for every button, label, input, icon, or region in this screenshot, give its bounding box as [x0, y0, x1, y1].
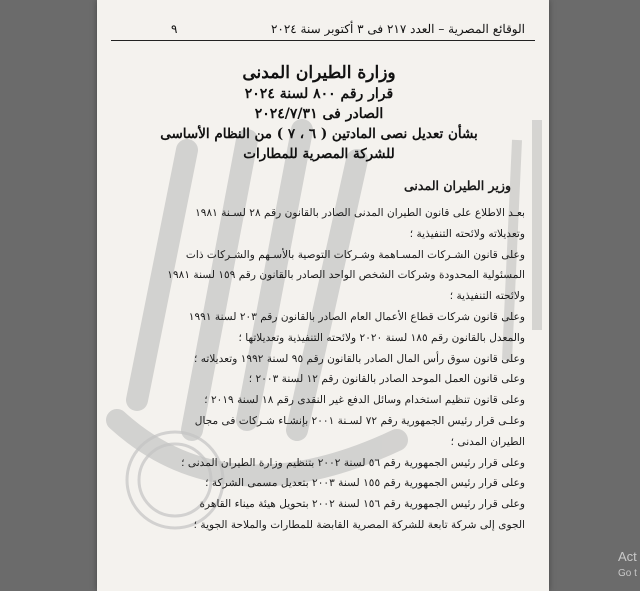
body-line: ولائحته التنفيذية ؛: [449, 290, 525, 303]
body-line: وعلى قرار رئيس الجمهورية رقم ١٥٥ لسنة ٢٠٠٣ بتعديل مسمى الشركة ؛: [205, 477, 525, 490]
body-line: وعلى قرار رئيس الجمهورية رقم ٥٦ لسنة ٢٠٠٢ بتنظيم وزارة الطيران المدنى ؛: [181, 456, 525, 469]
ministry-title: وزارة الطيران المدنى: [242, 63, 396, 83]
body-line: المسئولية المحدودة وشركات الشخص الواحد الصادر بالقانون رقم ١٥٩ لسنة ١٩٨١: [167, 269, 525, 282]
body-line: الجوى إلى شركة تابعة للشركة المصرية القابضة للمطارات والملاحة الجوية ؛: [193, 518, 525, 531]
activation-line-1: Act: [618, 549, 637, 564]
body-line: وتعديلاته ولائحته التنفيذية ؛: [409, 227, 525, 240]
body-line: وعلى قانون شركات قطاع الأعمال العام الصادر بالقانون رقم ٢٠٣ لسنة ١٩٩١: [188, 310, 525, 323]
gazette-header: [111, 22, 535, 41]
body-line: وعلى قانون تنظيم استخدام وسائل الدفع غير النقدى رقم ١٨ لسنة ٢٠١٩ ؛: [204, 394, 525, 407]
body-line: بعـد الاطلاع على قانون الطيران المدنى الصادر بالقانون رقم ٢٨ لسـنة ١٩٨١: [195, 207, 525, 219]
issue-date: الصادر فى ٢٠٢٤/٧/٣١: [254, 106, 384, 122]
decree-body: [125, 178, 525, 536]
body-line: الطيران المدنى ؛: [450, 435, 525, 448]
decree-titles: [129, 62, 509, 164]
body-line: وعلـى قرار رئيس الجمهورية رقم ٧٢ لسـنة ٢٠٠١ بإنشـاء شـركات فى مجال: [194, 414, 525, 427]
body-line: والمعدل بالقانون رقم ١٨٥ لسنة ٢٠٢٠ ولائحته التنفيذية وتعديلاتها ؛: [238, 331, 525, 344]
body-line: وعلى قانون العمل الموحد الصادر بالقانون رقم ١٢ لسنة ٢٠٠٣ ؛: [248, 373, 525, 386]
subject-line-1: بشأن تعديل نصى المادتين ( ٦ ، ٧ ) من النظام الأساسى: [160, 126, 478, 142]
minister-heading: وزير الطيران المدنى: [404, 178, 511, 193]
body-line: وعلى قانون سوق رأس المال الصادر بالقانون رقم ٩٥ لسنة ١٩٩٢ وتعديلاته ؛: [193, 352, 525, 365]
body-line: وعلى قرار رئيس الجمهورية رقم ١٥٦ لسنة ٢٠٠٢ بتحويل هيئة ميناء القاهرة: [199, 498, 525, 511]
page-number: ٩: [171, 22, 178, 36]
decree-number: قرار رقم ٨٠٠ لسنة ٢٠٢٤: [244, 86, 394, 102]
document-page: [97, 0, 549, 591]
body-line: وعلى قانون الشـركات المسـاهمة وشـركات التوصية بالأسـهم والشـركات ذات: [185, 248, 525, 261]
header-text: الوقائع المصرية – العدد ٢١٧ فى ٣ أكتوبر سنة ٢٠٢٤: [270, 22, 525, 36]
subject-line-2: للشركة المصرية للمطارات: [243, 146, 395, 162]
os-activation-watermark: [618, 548, 637, 582]
activation-line-2: Go t: [618, 568, 637, 579]
